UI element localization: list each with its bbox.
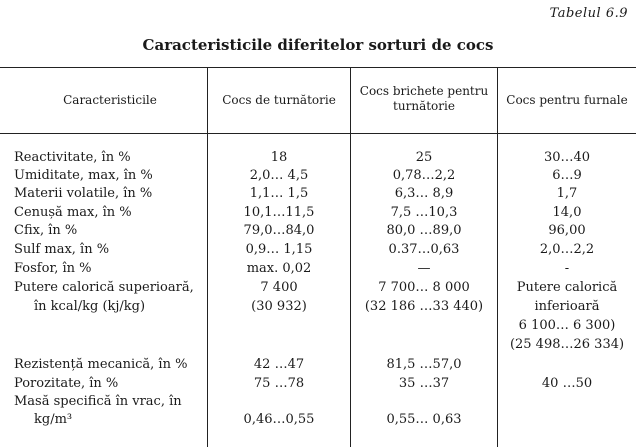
row-label-sulfur: Sulf max, în % bbox=[14, 242, 110, 257]
cell-briquette-fixed-carbon: 80,0 …89,0 bbox=[386, 223, 462, 238]
header-foundry-coke: Cocs de turnătorie bbox=[222, 93, 336, 107]
cell-furnace-phosphorus: - bbox=[564, 261, 570, 276]
table-title: Caracteristicile diferitelor sorturi de cocs bbox=[142, 36, 494, 54]
header-characteristics: Caracteristicile bbox=[63, 93, 157, 107]
cell-foundry-porosity: 75 …78 bbox=[253, 376, 305, 391]
header-bottom-rule bbox=[0, 133, 636, 134]
cell-foundry-calorific: 7 400 bbox=[260, 280, 298, 295]
row-label-humidity: Umiditate, max, în % bbox=[14, 168, 153, 183]
cell-foundry-phosphorus: max. 0,02 bbox=[246, 261, 312, 276]
row-label-calorific-line2: în kcal/kg (kj/kg) bbox=[34, 299, 146, 314]
cell-briquette-reactivity: 25 bbox=[415, 150, 433, 165]
cell-briquette-volatile: 6,3… 8,9 bbox=[394, 186, 454, 201]
cell-foundry-ash: 10,1…11,5 bbox=[243, 205, 315, 220]
row-label-phosphorus: Fosfor, în % bbox=[14, 261, 92, 276]
row-label-volatile: Materii volatile, în % bbox=[14, 186, 153, 201]
cell-briquette-phosphorus: — bbox=[417, 261, 431, 276]
row-label-calorific-line1: Putere calorică superioară, bbox=[14, 280, 194, 295]
row-label-porosity: Porozitate, în % bbox=[14, 376, 119, 391]
cell-furnace-fixed-carbon: 96,00 bbox=[548, 223, 586, 238]
cell-furnace-volatile: 1,7 bbox=[556, 186, 578, 201]
row-label-reactivity: Reactivitate, în % bbox=[14, 150, 131, 165]
cell-briquette-calorific: 7 700… 8 000 bbox=[378, 280, 470, 295]
cell-briquette-density: 0,55… 0,63 bbox=[386, 412, 462, 427]
row-label-fixed-carbon: Cfix, în % bbox=[14, 223, 78, 238]
row-label-density-line2: kg/m³ bbox=[34, 412, 73, 427]
table-top-rule bbox=[0, 67, 636, 68]
cell-briquette-calorific-kj: (32 186 …33 440) bbox=[364, 299, 484, 314]
row-label-density-line1: Masă specifică în vrac, în bbox=[14, 394, 182, 409]
cell-briquette-mechanical: 81,5 …57,0 bbox=[386, 357, 462, 372]
cell-furnace-calorific-line1: Putere calorică bbox=[516, 280, 618, 295]
cell-furnace-sulfur: 2,0…2,2 bbox=[539, 242, 595, 257]
cell-furnace-calorific-line2: inferioară bbox=[534, 299, 600, 314]
cell-furnace-humidity: 6…9 bbox=[552, 168, 582, 183]
cell-foundry-reactivity: 18 bbox=[270, 150, 288, 165]
table-number: Tabelul 6.9 bbox=[549, 6, 628, 21]
header-briquette-coke: Cocs brichete pentru turnătorie bbox=[359, 84, 489, 113]
cell-foundry-calorific-kj: (30 932) bbox=[251, 299, 307, 314]
cell-foundry-density: 0,46…0,55 bbox=[243, 412, 315, 427]
cell-foundry-fixed-carbon: 79,0…84,0 bbox=[243, 223, 315, 238]
cell-furnace-calorific-line3: 6 100… 6 300) bbox=[518, 318, 616, 333]
cell-foundry-sulfur: 0,9… 1,15 bbox=[245, 242, 313, 257]
row-label-ash: Cenușă max, în % bbox=[14, 205, 132, 220]
cell-briquette-humidity: 0,78…2,2 bbox=[392, 168, 456, 183]
cell-briquette-ash: 7,5 …10,3 bbox=[390, 205, 458, 220]
row-label-mechanical: Rezistență mecanică, în % bbox=[14, 357, 188, 372]
cell-furnace-reactivity: 30…40 bbox=[543, 150, 591, 165]
cell-furnace-porosity: 40 …50 bbox=[541, 376, 593, 391]
cell-foundry-humidity: 2,0… 4,5 bbox=[249, 168, 309, 183]
cell-furnace-calorific-line4: (25 498…26 334) bbox=[509, 337, 625, 352]
cell-foundry-volatile: 1,1… 1,5 bbox=[249, 186, 309, 201]
cell-briquette-porosity: 35 …37 bbox=[398, 376, 450, 391]
cell-furnace-ash: 14,0 bbox=[552, 205, 582, 220]
header-furnace-coke: Cocs pentru furnale bbox=[506, 93, 628, 107]
cell-briquette-sulfur: 0.37…0,63 bbox=[388, 242, 460, 257]
cell-foundry-mechanical: 42 …47 bbox=[253, 357, 305, 372]
